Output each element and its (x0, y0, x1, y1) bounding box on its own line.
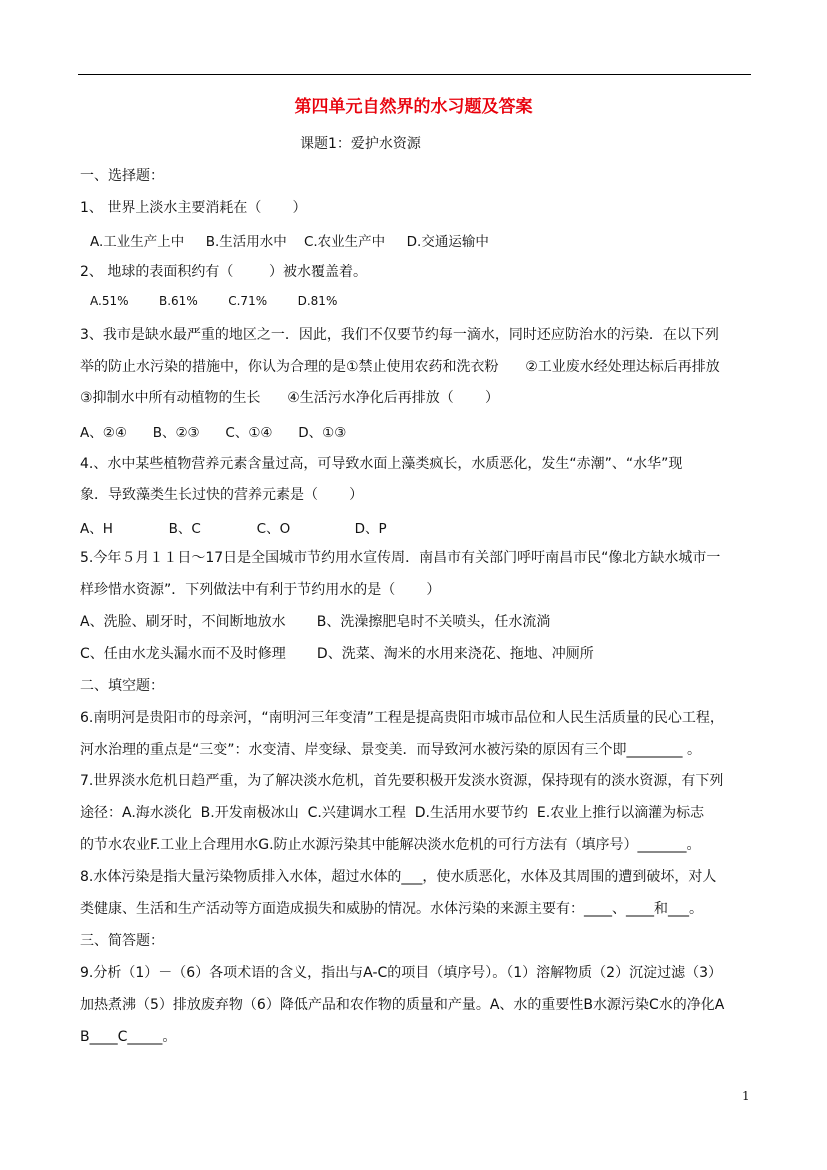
question-8-line: 8.水体污染是指大量污染物质排入水体，超过水体的___，使水质恶化，水体及其周围的遭到破坏，对人 (80, 869, 717, 885)
question-5-line: 5.今年５月１１日～17日是全国城市节约用水宣传周．南昌市有关部门呼吁南昌市民“像北方缺水城市一 (80, 550, 721, 566)
question-4-line: 4.、水中某些植物营养元素含量过高，可导致水面上藻类疯长，水质恶化，发生“赤潮”、“水华”现 (80, 456, 683, 472)
question-9-line: 9.分析（1）－（6）各项术语的含义，指出与A-C的项目（填序号）。（1）溶解物质（2）沉淀过滤（3） (80, 965, 722, 981)
question-3-line: 举的防止水污染的措施中，你认为合理的是①禁止使用农药和洗衣粉 ②工业废水经处理达标后再排放 (80, 359, 720, 375)
question-2: 2、 地球的表面积约有（ ）被水覆盖着。 (80, 264, 367, 280)
document-title: 第四单元自然界的水习题及答案 (294, 97, 533, 117)
question-3-options: A、②④ B、②③ C、①④ D、①③ (80, 425, 347, 441)
question-1-options: A.工业生产上中 B.生活用水中 C.农业生产中 D.交通运输中 (90, 234, 489, 250)
page-number: 1 (742, 1089, 750, 1103)
question-9-line: B____C_____。 (80, 1029, 177, 1045)
question-3-line: 3、我市是缺水最严重的地区之一．因此，我们不仅要节约每一滴水，同时还应防治水的污染．在以下列 (80, 327, 719, 343)
question-7-line: 的节水农业F.工业上合理用水G.防止水源污染其中能解决淡水危机的可行方法有（填序号）_______。 (80, 837, 701, 853)
question-7-line: 7.世界淡水危机日趋严重，为了解决淡水危机，首先要积极开发淡水资源，保持现有的淡水资源，有下列 (80, 773, 724, 789)
question-6-line: 河水治理的重点是“三变”：水变清、岸变绿、景变美．而导致河水被污染的原因有三个即________ 。 (80, 742, 701, 758)
section-heading-choice: 一、选择题： (80, 168, 164, 184)
question-4-options: A、H B、C C、O D、P (80, 521, 387, 537)
question-5-options: C、任由水龙头漏水而不及时修理 D、洗菜、淘米的水用来浇花、拖地、冲厕所 (80, 646, 594, 662)
header-rule (78, 74, 751, 75)
question-8-line: 类健康、生活和生产活动等方面造成损失和威胁的情况。水体污染的来源主要有：____、____和___。 (80, 901, 703, 917)
lesson-subtitle: 课题1：爱护水资源 (300, 136, 421, 152)
section-heading-fill: 二、填空题： (80, 678, 164, 694)
question-7-line: 途径：A.海水淡化 B.开发南极冰山 C.兴建调水工程 D.生活用水要节约 E.农业上推行以滴灌为标志 (80, 805, 705, 821)
question-5-line: 样珍惜水资源”．下列做法中有利于节约用水的是（ ） (80, 582, 441, 598)
question-5-options: A、洗脸、刷牙时，不间断地放水 B、洗澡擦肥皂时不关喷头，任水流淌 (80, 614, 551, 630)
question-1: 1、 世界上淡水主要消耗在（ ） (80, 200, 307, 216)
question-4-line: 象．导致藻类生长过快的营养元素是（ ） (80, 487, 364, 503)
question-9-line: 加热煮沸（5）排放废弃物（6）降低产品和农作物的质量和产量。A、水的重要性B水源污染C水的净化A (80, 997, 725, 1013)
question-3-line: ③抑制水中所有动植物的生长 ④生活污水净化后再排放（ ） (80, 390, 499, 406)
section-heading-short-answer: 三、简答题： (80, 933, 164, 949)
question-2-options: A.51% B.61% C.71% D.81% (90, 294, 338, 308)
question-6-line: 6.南明河是贵阳市的母亲河，“南明河三年变清”工程是提高贵阳市城市品位和人民生活质量的民心工程， (80, 710, 724, 726)
